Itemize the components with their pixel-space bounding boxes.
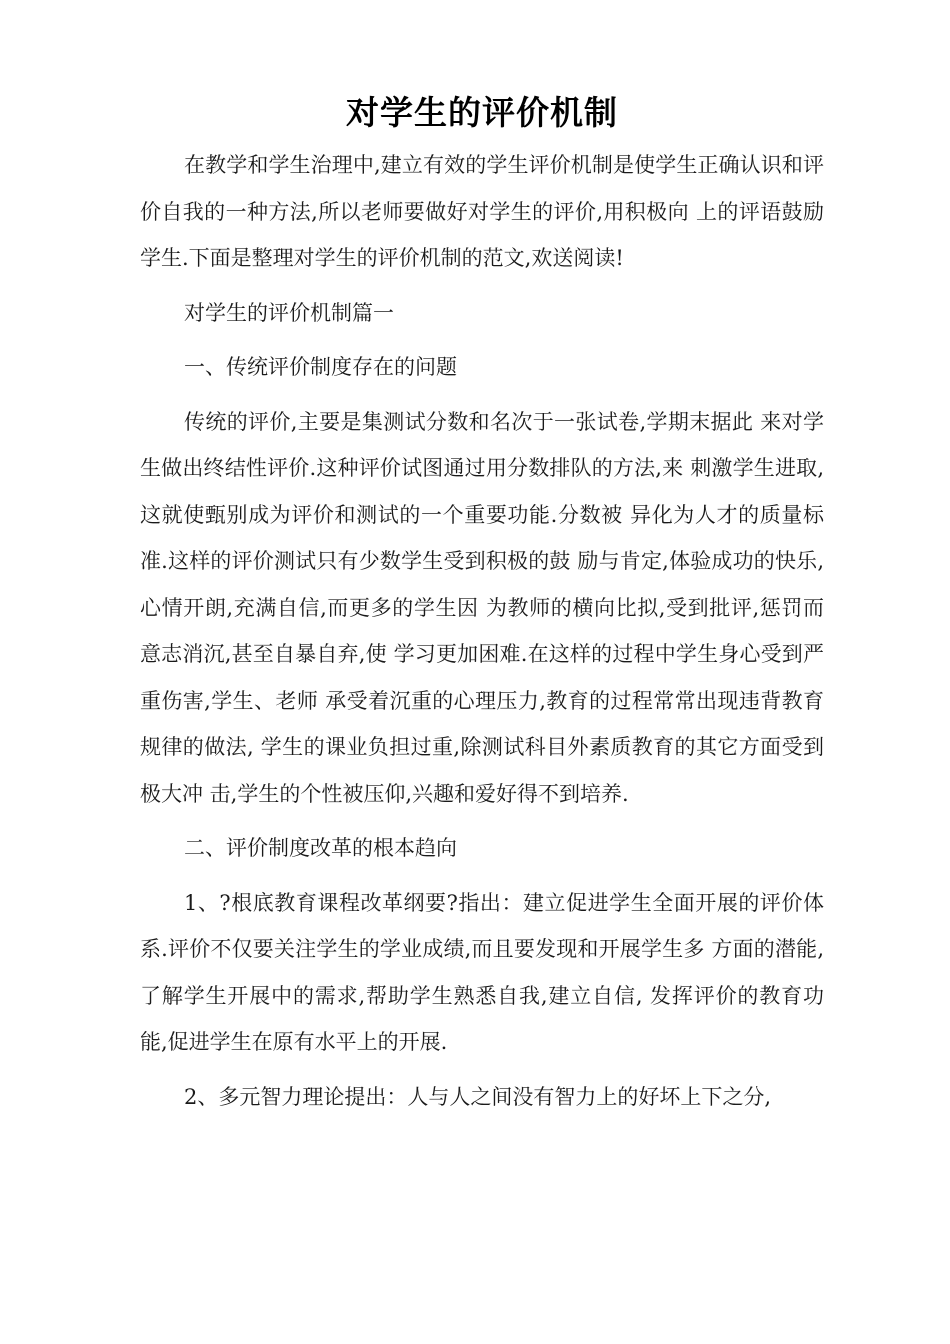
reform-point-2: 2、多元智力理论提出：人与人之间没有智力上的好坏上下之分, — [184, 1084, 772, 1109]
traditional-evaluation-paragraph: 传统的评价,主要是集测试分数和名次于一张试卷,学期末据此 来对学生做出终结性评价.这种评价试图通过用分数排队的方法,来 刺激学生进取,这就使甄别成为评价和测试的一个重要功能.分数被 异化为人才的质量标准.这样的评价测试只有少数学生受到积极的鼓 励与肯定,体验成功的快乐,心情开朗,充满自信,而更多的学生因 为教师的横向比拟,受到批评,惩罚而意志消沉,甚至自暴自弃,使 学习更加困难.在这样的过程中学生身心受到严重伤害,学生、老师 承受着沉重的心理压力,教育的过程常常出现违背教育规律的做法, 学生的课业负担过重,除测试科目外素质教育的其它方面受到极大冲 击,学生的个性被压仰,兴趣和爱好得不到培养. — [140, 409, 824, 806]
section-title: 对学生的评价机制篇一 — [184, 300, 394, 325]
reform-point-1: 1、?根底教育课程改革纲要?指出：建立促进学生全面开展的评价体系.评价不仅要关注学生的学业成绩,而且要发现和开展学生多 方面的潜能,了解学生开展中的需求,帮助学生熟悉自我,建立自信, 发挥评价的教育功能,促进学生在原有水平上的开展. — [140, 890, 824, 1054]
heading-reform-trend: 二、评价制度改革的根本趋向 — [184, 836, 457, 860]
document-title: 对学生的评价机制 — [346, 93, 618, 132]
document-page — [140, 90, 824, 1120]
intro-paragraph: 在教学和学生治理中,建立有效的学生评价机制是使学生正确认识和评价自我的一种方法,所以老师要做好对学生的评价,用积极向 上的评语鼓励学生.下面是整理对学生的评价机制的范文,欢送阅读! — [140, 153, 824, 270]
heading-traditional-problems: 一、传统评价制度存在的问题 — [184, 355, 457, 379]
